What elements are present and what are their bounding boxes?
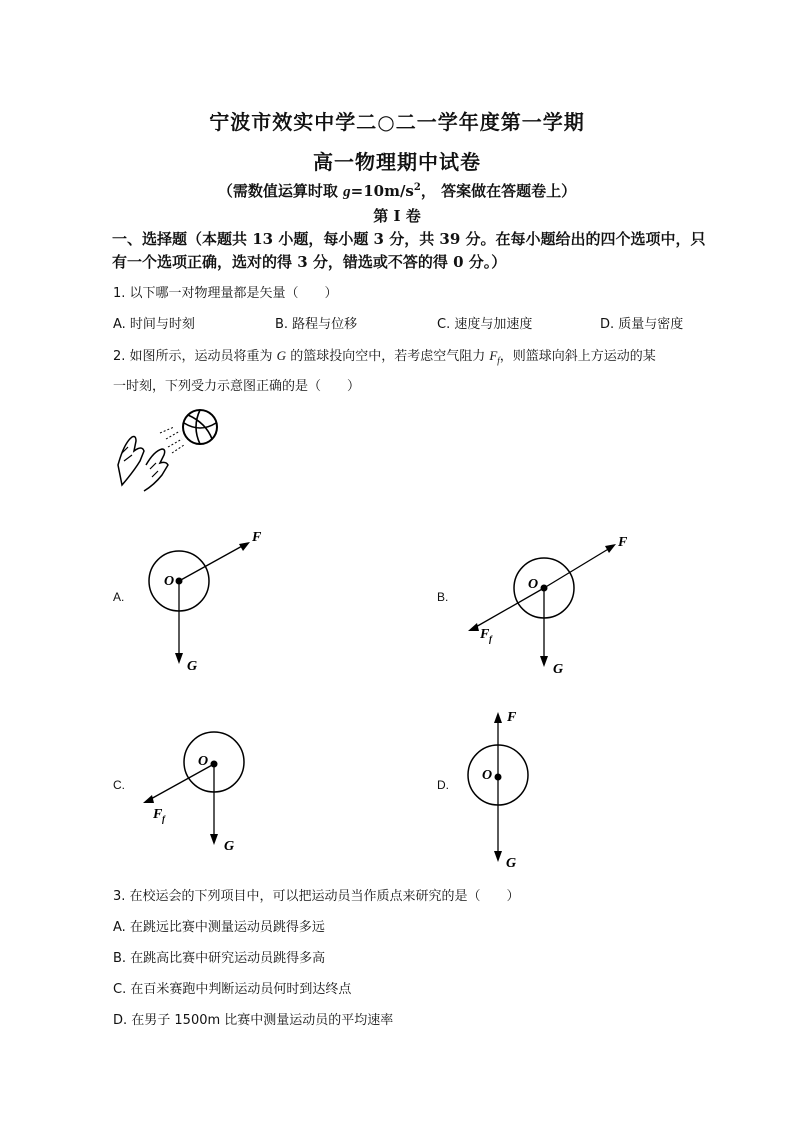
q2-stem-c: ，则篮球向斜上方运动的某: [499, 349, 656, 364]
basketball-illustration: [110, 405, 224, 493]
label-g: G: [224, 839, 235, 854]
label-o: O: [482, 768, 493, 783]
section-heading: 一、选择题（本题共 13 小题，每小题 3 分，共 39 分。在每小题给出的四个选项中，只有一个选项正确，选对的得 3 分，错选或不答的得 0 分。）: [112, 230, 706, 271]
diagram-a: [140, 525, 280, 675]
note-value: =10m/s: [350, 182, 414, 200]
label-g: G: [506, 856, 517, 870]
q1-option-c: C. 速度与加速度: [437, 317, 533, 332]
force-f-arrow: [544, 548, 610, 588]
label-ff-sub: f: [489, 634, 492, 644]
q3-option-d: D. 在男子 1500m 比赛中测量运动员的平均速率: [113, 1013, 394, 1028]
label-f: F: [507, 710, 517, 725]
q2-stem-line1: [113, 345, 656, 366]
label-g: G: [553, 662, 564, 677]
q2-stem-fsub: f: [497, 355, 500, 366]
diagram-d: [460, 705, 540, 870]
q2-stem-f: F: [489, 348, 498, 363]
q2-stem-b: 的篮球投向空中，若考虑空气阻力: [286, 349, 490, 364]
q2-stem-g: G: [276, 348, 287, 363]
diagram-a-label: A.: [113, 590, 125, 604]
label-ff-sub: f: [162, 814, 165, 824]
exam-title: 高一物理期中试卷: [313, 150, 481, 174]
force-f-arrow: [179, 545, 244, 581]
note-g: g: [343, 184, 351, 200]
force-ff-arrow: [474, 588, 544, 628]
label-ff: F: [480, 627, 490, 642]
label-o: O: [528, 577, 539, 592]
school-title: 宁波市效实中学二○二一学年度第一学期: [209, 110, 585, 134]
diagram-b-label: B.: [437, 590, 449, 604]
label-f: F: [252, 530, 262, 545]
diagram-d-label: D.: [437, 778, 449, 792]
force-ff-arrow: [149, 764, 214, 800]
diagram-b: [460, 530, 640, 680]
q1-stem: 1. 以下哪一对物理量都是矢量（ ）: [113, 286, 338, 301]
q3-stem: 3. 在校运会的下列项目中，可以把运动员当作质点来研究的是（ ）: [113, 889, 520, 904]
q2-stem-line2: 一时刻，下列受力示意图正确的是（ ）: [113, 379, 361, 394]
volume-label: 第 I 卷: [373, 207, 421, 225]
label-ff: F: [153, 807, 163, 822]
q1-option-b: B. 路程与位移: [275, 317, 358, 332]
label-f: F: [618, 535, 628, 550]
q2-stem-a: 2. 如图所示，运动员将重为: [113, 349, 277, 364]
exam-note: [0, 180, 794, 201]
note-prefix: （需数值运算时取: [217, 182, 344, 200]
diagram-c-label: C.: [113, 778, 125, 792]
label-o: O: [198, 754, 209, 769]
q3-option-a: A. 在跳远比赛中测量运动员跳得多远: [113, 920, 325, 935]
label-g: G: [187, 659, 198, 674]
q1-option-d: D. 质量与密度: [600, 317, 684, 332]
q3-option-b: B. 在跳高比赛中研究运动员跳得多高: [113, 951, 326, 966]
label-o: O: [164, 574, 175, 589]
note-suffix: ， 答案做在答题卷上）: [420, 182, 577, 200]
note-sup: 2: [413, 182, 421, 193]
q1-option-a: A. 时间与时刻: [113, 317, 195, 332]
diagram-c: [135, 730, 255, 860]
q3-option-c: C. 在百米赛跑中判断运动员何时到达终点: [113, 982, 352, 997]
